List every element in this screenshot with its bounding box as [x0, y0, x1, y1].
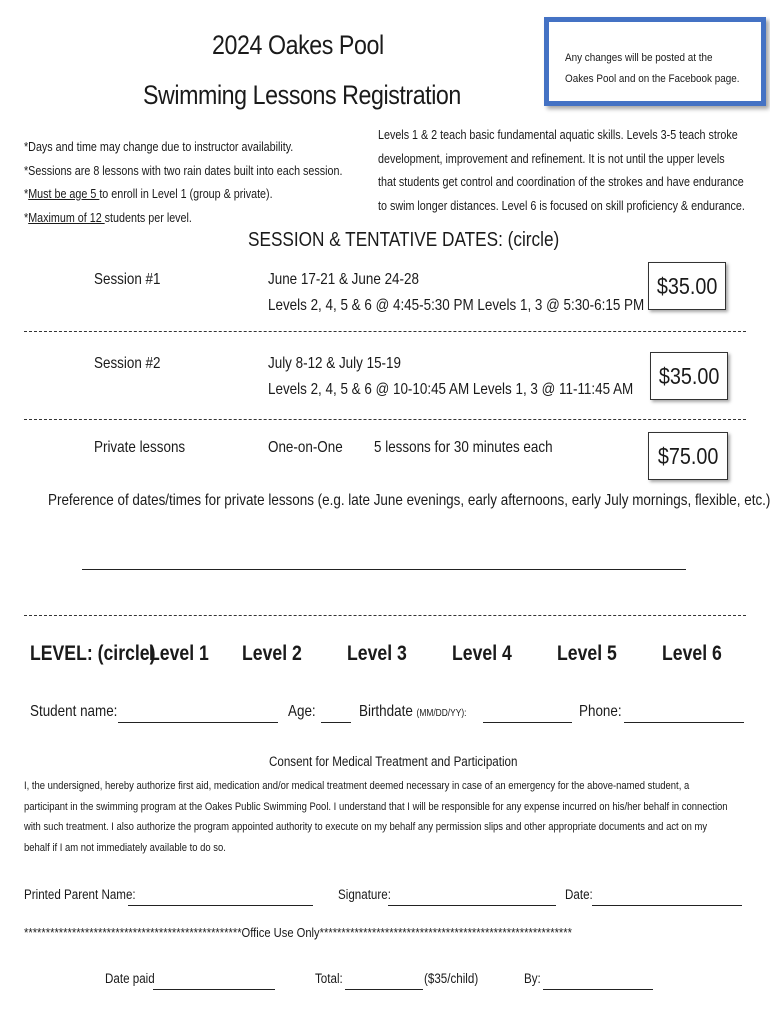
sessions-heading: SESSION & TENTATIVE DATES: (circle)	[248, 229, 560, 251]
level-label: LEVEL: (circle)	[30, 642, 156, 665]
parent-name-field[interactable]	[128, 905, 313, 906]
session-1-dates[interactable]: June 17-21 & June 24-28 Levels 2, 4, 5 & 6 @ 4:45-5:30 PM Levels 1, 3 @ 5:30-6:15 PM	[268, 271, 645, 314]
phone-field[interactable]	[624, 722, 744, 723]
level-option-6[interactable]: Level 6	[662, 642, 722, 665]
private-lessons-price: $75.00	[648, 432, 728, 480]
session-2-price: $35.00	[650, 352, 728, 400]
date-label: Date:	[565, 887, 593, 902]
note-item: *Days and time may change due to instructor availability.	[24, 140, 294, 154]
notes-list	[24, 136, 342, 230]
birthdate-label: Birthdate (MM/DD/YY):	[359, 703, 467, 720]
date-paid-field[interactable]	[153, 989, 275, 990]
private-lessons-detail: 5 lessons for 30 minutes each	[374, 439, 553, 456]
parent-name-label: Printed Parent Name:	[24, 887, 136, 902]
session-1-label[interactable]: Session #1	[94, 271, 161, 288]
notice-box	[544, 17, 766, 106]
office-use-banner: **************************************************Office Use Only**********************************************************	[24, 925, 572, 940]
session-1-price: $35.00	[648, 262, 726, 310]
levels-description: Levels 1 & 2 teach basic fundamental aquatic skills. Levels 3-5 teach stroke development, improvement and refinement. It is not until the upper levels that students get control and coordination of the strokes and have endurance to swim longer distances. Level 6 is focused on skill proficiency & endurance.	[378, 128, 745, 213]
total-note: ($35/child)	[424, 971, 479, 986]
total-label: Total:	[315, 971, 343, 986]
divider	[24, 615, 746, 616]
by-field[interactable]	[543, 989, 653, 990]
page-title: 2024 Oakes Pool	[212, 30, 384, 60]
age-field[interactable]	[321, 722, 351, 723]
by-label: By:	[524, 971, 541, 986]
consent-heading: Consent for Medical Treatment and Participation	[269, 754, 518, 769]
notice-line: Any changes will be posted at the	[565, 52, 713, 64]
birthdate-field[interactable]	[483, 722, 572, 723]
level-option-2[interactable]: Level 2	[242, 642, 302, 665]
preference-prompt: Preference of dates/times for private lessons (e.g. late June evenings, early afternoons, early July mornings, flexible, etc.)	[48, 492, 770, 509]
preference-input-line[interactable]	[82, 569, 686, 570]
note-item: *Sessions are 8 lessons with two rain dates built into each session.	[24, 163, 343, 178]
student-name-field[interactable]	[118, 722, 278, 723]
level-option-3[interactable]: Level 3	[347, 642, 407, 665]
signature-label: Signature:	[338, 887, 391, 902]
page-subtitle: Swimming Lessons Registration	[143, 80, 461, 110]
level-option-1[interactable]: Level 1	[149, 642, 209, 665]
private-lessons-label[interactable]: Private lessons	[94, 439, 186, 456]
signature-field[interactable]	[388, 905, 556, 906]
note-item: *Must be age 5 to enroll in Level 1 (group & private).	[24, 187, 273, 201]
private-lessons-type: One-on-One	[268, 439, 343, 456]
note-item: *Maximum of 12 students per level.	[24, 210, 192, 225]
student-name-label: Student name:	[30, 703, 118, 720]
notice-line: Oakes Pool and on the Facebook page.	[565, 73, 740, 85]
level-option-5[interactable]: Level 5	[557, 642, 617, 665]
total-field[interactable]	[345, 989, 423, 990]
level-option-4[interactable]: Level 4	[452, 642, 512, 665]
session-2-dates[interactable]: July 8-12 & July 15-19 Levels 2, 4, 5 & 6 @ 10-10:45 AM Levels 1, 3 @ 11-11:45 AM	[268, 355, 634, 398]
date-paid-label: Date paid	[105, 971, 155, 986]
age-label: Age:	[288, 703, 316, 720]
date-field[interactable]	[592, 905, 742, 906]
session-2-label[interactable]: Session #2	[94, 355, 161, 372]
divider	[24, 331, 746, 332]
phone-label: Phone:	[579, 703, 622, 720]
consent-text: I, the undersigned, hereby authorize first aid, medication and/or medical treatment deemed necessary in case of an emergency for the above-named student, a participant in the swimming program at the Oakes Public Swimming Pool. I understand that I will be responsible for any expense incurred on his/her behalf in connection with such treatment. I also authorize the program appointed authority to execute on my behalf any permission slips and other appropriate documents and act on my behalf if I am not immediately available to do so.	[24, 780, 728, 854]
divider	[24, 419, 746, 420]
